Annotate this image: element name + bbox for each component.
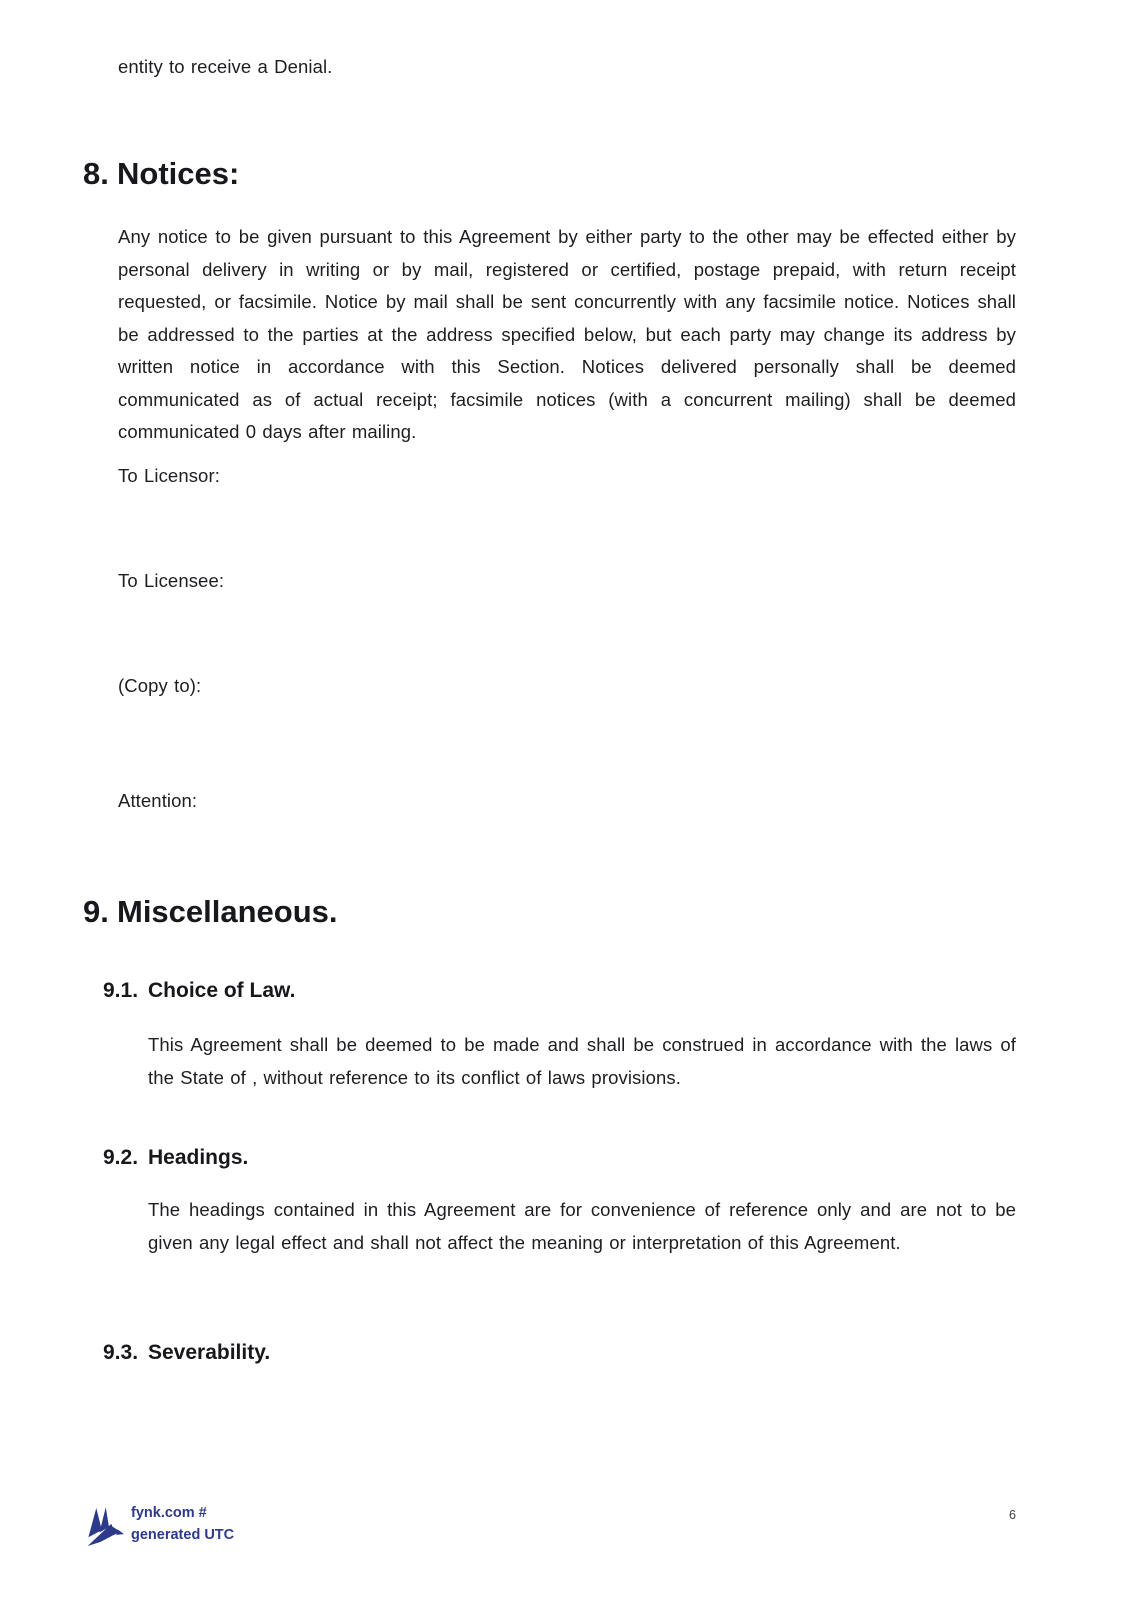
intro-line: entity to receive a Denial. bbox=[118, 56, 333, 77]
section-9-2-paragraph: The headings contained in this Agreement are for convenience of reference only and are not to be given any legal effect and shall not affect the meaning or interpretation of this Agreement. bbox=[148, 1199, 1016, 1253]
fynk-origami-bird-logo-icon bbox=[86, 1505, 124, 1549]
section-9-number: 9. bbox=[83, 894, 109, 929]
footer-brand-line2: generated UTC bbox=[131, 1527, 235, 1543]
section-9-3-title: Severability. bbox=[148, 1341, 271, 1364]
label-to-licensor: To Licensor: bbox=[118, 465, 220, 486]
section-9-2-title: Headings. bbox=[148, 1146, 249, 1169]
footer-brand bbox=[131, 1502, 234, 1546]
section-9-1-paragraph: This Agreement shall be deemed to be made and shall be construed in accordance with the laws of the State of , without reference to its conflict of laws provisions. bbox=[148, 1034, 1016, 1088]
section-9-1-title: Choice of Law. bbox=[148, 979, 296, 1002]
section-8-number: 8. bbox=[83, 156, 109, 191]
section-9-1-number: 9.1. bbox=[103, 979, 139, 1002]
section-9-3-number: 9.3. bbox=[103, 1341, 139, 1364]
section-9-title: Miscellaneous. bbox=[117, 894, 338, 929]
section-8-heading bbox=[83, 158, 1016, 189]
label-attention: Attention: bbox=[118, 790, 198, 811]
page-number: 6 bbox=[1009, 1508, 1016, 1522]
label-to-licensee: To Licensee: bbox=[118, 570, 225, 591]
section-9-heading bbox=[83, 896, 1016, 927]
section-8-paragraph: Any notice to be given pursuant to this Agreement by either party to the other may be effected either by personal delivery in writing or by mail, registered or certified, postage prepaid, with return receipt requested, or facsimile. Notice by mail shall be sent concurrently with any facsimile notice. Notices shall be addressed to the parties at the address specified below, but each party may change its address by written notice in accordance with this Section. Notices delivered personally shall be deemed communicated as of actual receipt; facsimile notices (with a concurrent mailing) shall be deemed communicated 0 days after mailing. bbox=[118, 226, 1016, 442]
section-9-2-heading bbox=[103, 1147, 1016, 1168]
section-9-2-number: 9.2. bbox=[103, 1146, 139, 1169]
section-9-3-heading bbox=[103, 1342, 1016, 1363]
section-8-title: Notices: bbox=[117, 156, 240, 191]
section-9-1-heading bbox=[103, 980, 1016, 1001]
footer-brand-line1: fynk.com # bbox=[131, 1505, 207, 1521]
label-copy-to: (Copy to): bbox=[118, 675, 202, 696]
